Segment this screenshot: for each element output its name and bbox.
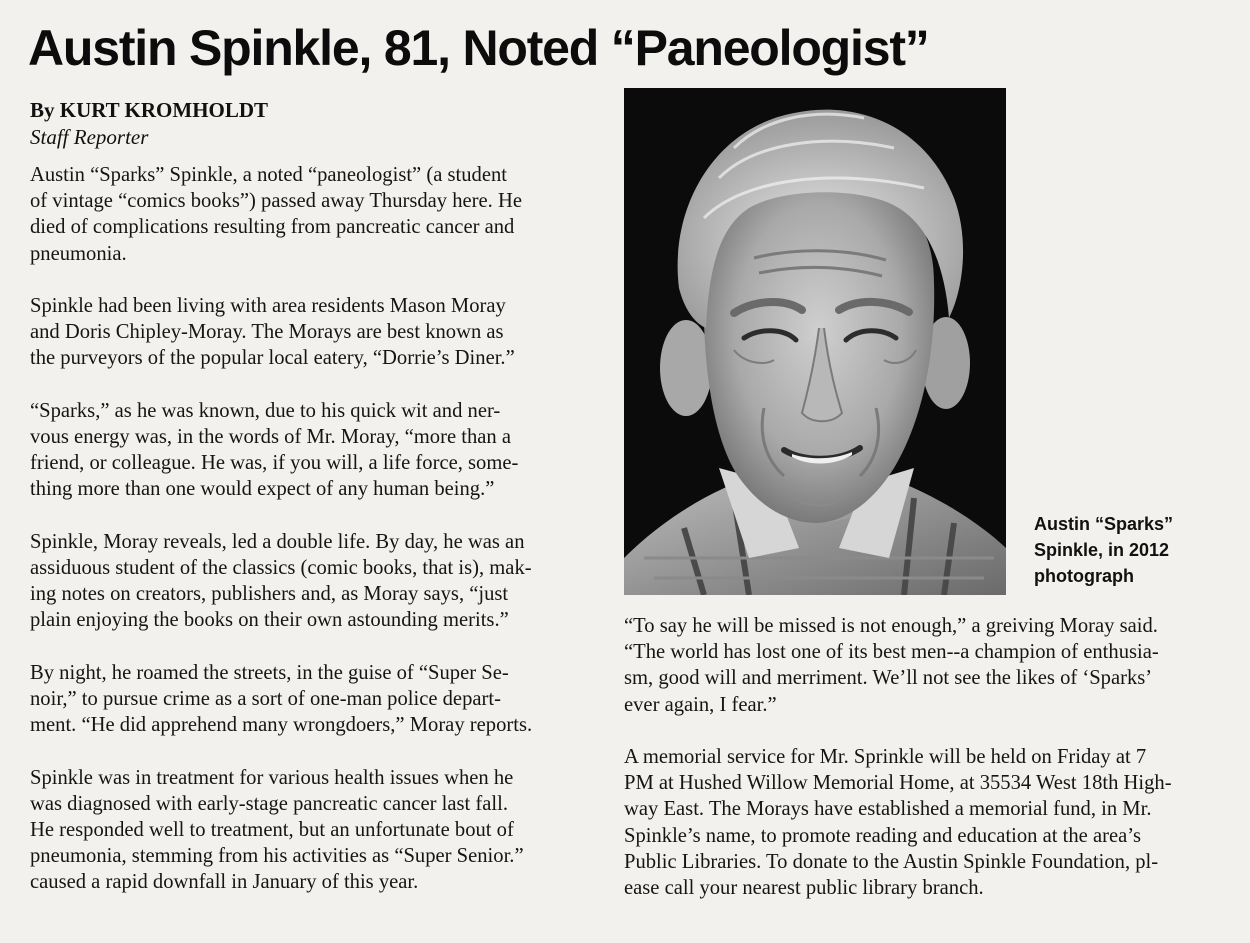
- headline: Austin Spinkle, 81, Noted “Paneologist”: [28, 20, 929, 76]
- text-line: ing notes on creators, publishers and, as Moray says, “just: [30, 583, 509, 606]
- text-line: pneumonia, stemming from his activities as “Super Senior.”: [30, 845, 524, 868]
- text-line: pneumonia.: [30, 242, 127, 265]
- caption-line: Austin “Sparks”: [1034, 514, 1174, 534]
- text-line: caused a rapid downfall in January of this year.: [30, 871, 419, 894]
- text-line: plain enjoying the books on their own astounding merits.”: [30, 609, 509, 632]
- text-line: Spinkle had been living with area residents Mason Moray: [30, 295, 506, 317]
- text-line: Spinkle was in treatment for various health issues when he: [30, 766, 514, 789]
- text-line: Spinkle, Moray reveals, led a double life. By day, he was an: [30, 530, 525, 553]
- text-line: A memorial service for Mr. Sprinkle will be held on Friday at 7: [624, 746, 1147, 768]
- text-line: ease call your nearest public library branch.: [624, 877, 984, 900]
- paragraph: [30, 398, 600, 503]
- photo-caption: [1034, 511, 1244, 589]
- paragraph: [30, 293, 600, 372]
- caption-line: photograph: [1034, 566, 1134, 586]
- text-line: Austin “Sparks” Spinkle, a noted “paneologist” (a student: [30, 164, 507, 186]
- text-line: and Doris Chipley-Moray. The Morays are best known as: [30, 321, 504, 344]
- text-line: ment. “He did apprehend many wrongdoers,” Moray reports.: [30, 714, 533, 737]
- right-column: [624, 613, 1234, 901]
- text-line: was diagnosed with early-stage pancreatic cancer last fall.: [30, 792, 509, 815]
- text-line: of vintage “comics books”) passed away Thursday here. He: [30, 190, 522, 213]
- paragraph: [30, 529, 600, 634]
- text-line: “Sparks,” as he was known, due to his quick wit and ner-: [30, 399, 501, 422]
- caption-line: Spinkle, in 2012: [1034, 540, 1170, 560]
- paragraph: [624, 744, 1234, 901]
- paragraph: [30, 660, 600, 739]
- text-line: friend, or colleague. He was, if you will, a life force, some-: [30, 452, 519, 475]
- text-line: By night, he roamed the streets, in the guise of “Super Se-: [30, 661, 509, 684]
- byline-role: Staff Reporter: [30, 125, 149, 149]
- text-line: Spinkle’s name, to promote reading and education at the area’s: [624, 824, 1141, 847]
- byline: By KURT KROMHOLDT: [30, 98, 269, 122]
- text-line: PM at Hushed Willow Memorial Home, at 35534 West 18th High-: [624, 772, 1172, 795]
- text-line: sm, good will and merriment. We’ll not see the likes of ‘Sparks’: [624, 667, 1153, 690]
- paragraph: [30, 162, 600, 267]
- text-line: Public Libraries. To donate to the Austin Spinkle Foundation, pl-: [624, 850, 1159, 873]
- portrait-photo: [624, 88, 1006, 595]
- text-line: “To say he will be missed is not enough,” a greiving Moray said.: [624, 615, 1158, 637]
- text-line: He responded well to treatment, but an unfortunate bout of: [30, 819, 514, 841]
- text-line: the purveyors of the popular local eatery, “Dorrie’s Diner.”: [30, 347, 515, 370]
- paragraph: [624, 613, 1234, 718]
- text-line: noir,” to pursue crime as a sort of one-man police depart-: [30, 688, 501, 710]
- left-column: [30, 162, 600, 896]
- portrait-illustration: [624, 88, 1006, 595]
- text-line: way East. The Morays have established a memorial fund, in Mr.: [624, 798, 1152, 821]
- text-line: “The world has lost one of its best men--a champion of enthusia-: [624, 641, 1159, 664]
- text-line: vous energy was, in the words of Mr. Moray, “more than a: [30, 426, 511, 448]
- text-line: died of complications resulting from pancreatic cancer and: [30, 216, 515, 239]
- text-line: ever again, I fear.”: [624, 693, 777, 716]
- text-line: thing more than one would expect of any human being.”: [30, 478, 495, 501]
- paragraph: [30, 765, 600, 896]
- text-line: assiduous student of the classics (comic books, that is), mak-: [30, 557, 532, 579]
